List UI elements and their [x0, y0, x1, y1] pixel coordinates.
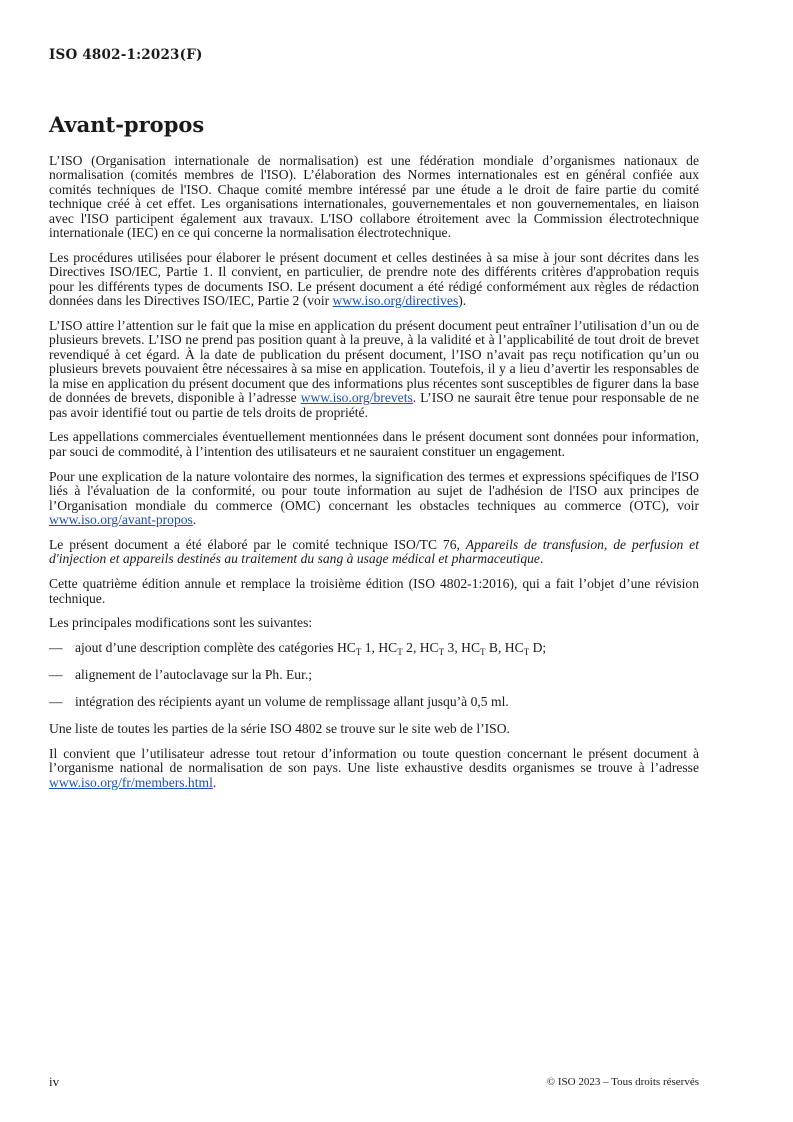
page-number: iv [49, 1074, 60, 1089]
link-brevets[interactable]: www.iso.org/brevets [300, 390, 413, 406]
link-avant-propos[interactable]: www.iso.org/avant-propos [49, 511, 193, 527]
list-dash: — [49, 640, 63, 656]
paragraph-patents-text: L’ISO attire l’attention sur le fait que la mise en application du présent document peut entraîner l’utilisation d’un ou de plusieurs brevets. L’ISO ne prend pas position quant à la preuve, à la validité et à l’applicabilité de tout droit de brevet revendiqué à cet égard. À la date de publication du présent document, l’ISO n’avait pas reçu notification qu’un ou plusieurs brevets pouvaient être nécessaires à sa mise en application. Toutefois, il y a lieu d’avertir les responsables de la mise en application du présent document que des informations plus récentes sont susceptibles de figurer dans la base de données de brevets, disponible à l’adresse [49, 318, 699, 406]
paragraph-voluntary-nature [49, 470, 699, 528]
paragraph-committee [49, 538, 699, 567]
paragraph-voluntary-text: Pour une explication de la nature volontaire des normes, la signification des termes et expressions spécifiques de l'ISO liés à l'évaluation de la conformité, ou pour toute information au sujet de l'adhésion de l'ISO aux principes de l’Organisation mondiale du commerce (OMC) concernant les obstacles techniques au commerce (OTC), voir [49, 468, 699, 513]
paragraph-feedback [49, 747, 699, 790]
paragraph-changes-intro: Les principales modifications sont les suivantes: [49, 615, 313, 631]
paragraph-edition: Cette quatrième édition annule et remplace la troisième édition (ISO 4802-1:2016), qui a fait l’objet d’une révision technique. [49, 576, 699, 606]
copyright-notice: © ISO 2023 – Tous droits réservés [546, 1076, 699, 1088]
paragraph-patents [49, 319, 699, 420]
list-dash: — [49, 667, 63, 683]
paragraph-iso-intro: L’ISO (Organisation internationale de normalisation) est une fédération mondiale d’organismes nationaux de normalisation (comités membres de l'ISO). L’élaboration des Normes internationales est en général confiée aux comités techniques de l'ISO. Chaque comité membre intéressé par une étude a le droit de faire partie du comité technique créé à cet effet. Les organisations internationales, gouvernementales et non gouvernementales, en liaison avec l'ISO participent également aux travaux. L'ISO collabore étroitement avec la Commission électrotechnique internationale (IEC) en ce qui concerne la normalisation électrotechnique. [49, 153, 699, 241]
list-dash: — [49, 694, 63, 710]
list-item: — intégration des récipients ayant un volume de remplissage allant jusqu’à 0,5 ml. [49, 694, 509, 710]
paragraph-procedures-end: ). [458, 293, 467, 309]
foreword-body [49, 154, 699, 801]
paragraph-procedures-text: Les procédures utilisées pour élaborer le présent document et celles destinées à sa mise à jour sont décrites dans les Directives ISO/IEC, Partie 1. Il convient, en particulier, de prendre note des différents critères d'approbation requis pour les différents types de documents ISO. Le présent document a été rédigé conformément aux règles de rédaction données dans les Directives ISO/IEC, Partie 2 (voir [49, 249, 699, 309]
page-title: Avant-propos [49, 112, 205, 137]
list-item: — ajout d’une description complète des catégories $HC_T$ 1, $HC_T$ 2, $HC_T$ 3, $HC_T$ B, $HC_T$ D; [49, 640, 547, 658]
paragraph-feedback-end: . [212, 774, 217, 790]
list-item: — alignement de l’autoclavage sur la Ph. Eur.; [49, 667, 313, 683]
document-id-header: ISO 4802-1:2023(F) [49, 47, 203, 63]
paragraph-voluntary-end: . [192, 511, 197, 527]
link-members[interactable]: www.iso.org/fr/members.html [49, 774, 213, 790]
committee-title: Appareils de transfusion, de perfusion et d'injection et appareils destinés au traitement du sang à usage médical et pharmaceutique [49, 536, 699, 567]
link-directives[interactable]: www.iso.org/directives [332, 293, 459, 309]
paragraph-series-parts: Une liste de toutes les parties de la série ISO 4802 se trouve sur le site web de l’ISO. [49, 721, 510, 737]
paragraph-patents-end: . L’ISO ne saurait être tenue pour responsable de ne pas avoir identifié tout ou partie de tels droits de propriété. [49, 390, 699, 420]
paragraph-trade-names: Les appellations commerciales éventuellement mentionnées dans le présent document sont données pour information, par souci de commodité, à l’intention des utilisateurs et ne sauraient constituer un engagement. [49, 429, 699, 459]
paragraph-procedures [49, 251, 699, 309]
paragraph-committee-text: Le présent document a été élaboré par le comité technique ISO/TC 76, [49, 536, 466, 552]
paragraph-committee-end: . [539, 551, 544, 567]
paragraph-feedback-text: Il convient que l’utilisateur adresse tout retour d’information ou toute question concernant le présent document à l’organisme national de normalisation de son pays. Une liste exhaustive desdits organismes se trouve à l’adresse [49, 746, 699, 776]
